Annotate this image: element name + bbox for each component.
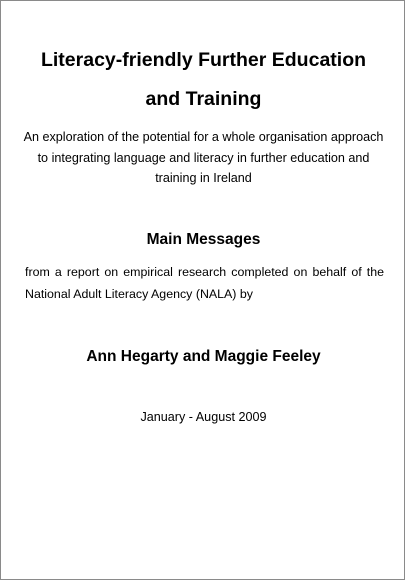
report-description-line-2: National Adult Literacy Agency (NALA) by	[25, 287, 253, 301]
subtitle-line-3: training in Ireland	[155, 171, 252, 185]
title-line-2: and Training	[145, 88, 262, 110]
document-subtitle	[19, 127, 388, 189]
section-heading: Main Messages	[146, 231, 261, 248]
subtitle-line-2: to integrating language and literacy in further education and	[37, 150, 370, 165]
authors: Ann Hegarty and Maggie Feeley	[86, 348, 321, 365]
subtitle-line-1: An exploration of the potential for a whole organisation approach	[23, 130, 384, 144]
publication-date: January - August 2009	[140, 410, 267, 424]
report-description-line-1: from a report on empirical research completed on behalf of the	[25, 265, 384, 279]
title-line-1: Literacy-friendly Further Education	[40, 49, 367, 71]
document-title	[1, 41, 405, 119]
